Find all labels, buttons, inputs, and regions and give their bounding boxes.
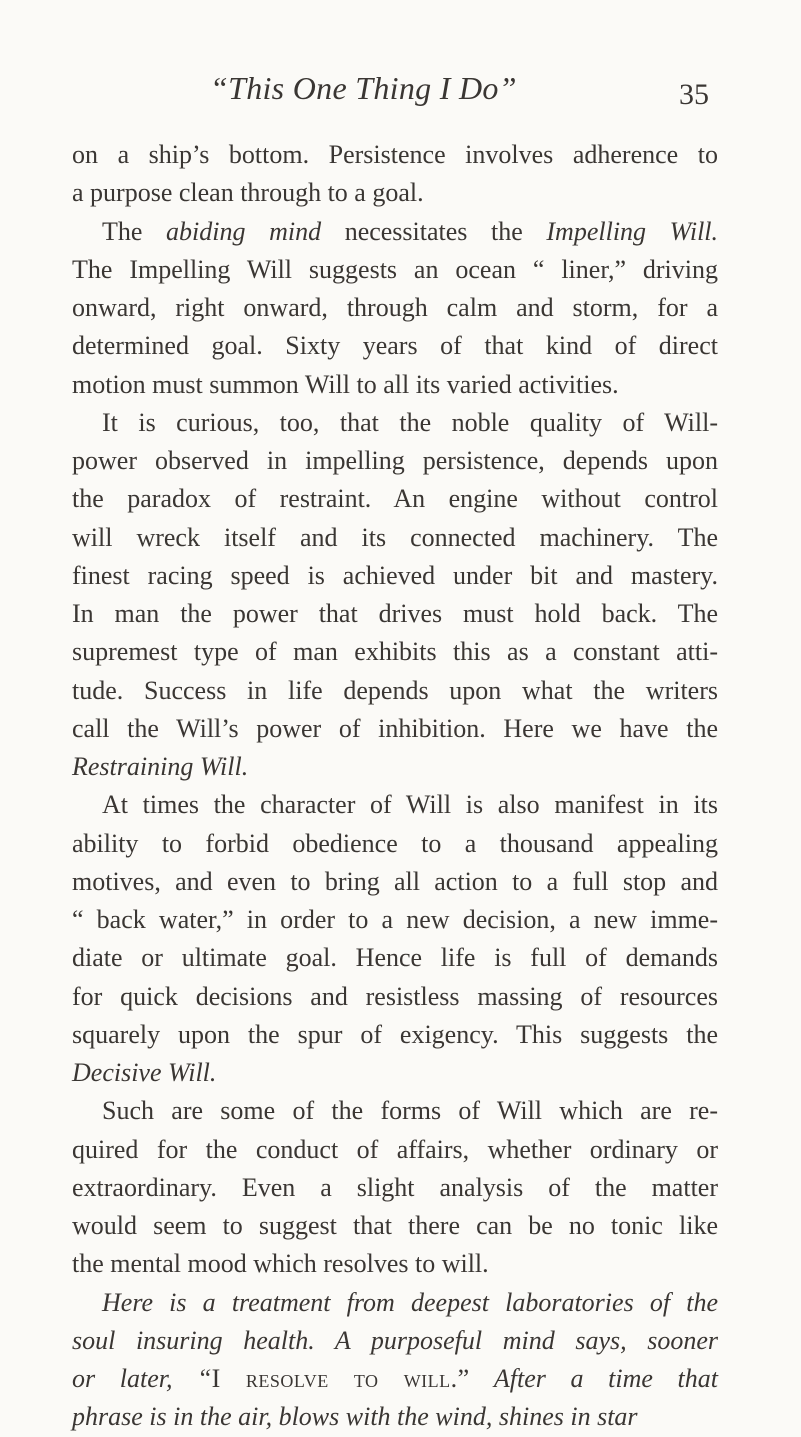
text-line: soul insuring health. A purposeful mind says, sooner bbox=[72, 1325, 718, 1355]
text-line: will wreck itself and its connected machinery. The bbox=[72, 522, 718, 552]
text-line: ability to forbid obedience to a thousand appealing bbox=[72, 828, 718, 858]
text-run: necessitates the bbox=[344, 216, 523, 246]
text-line: The Impelling Will suggests an ocean “ liner,” driving bbox=[72, 254, 718, 284]
text-line: In man the power that drives must hold back. The bbox=[72, 599, 718, 628]
small-caps-quote: I resolve to will. bbox=[211, 1364, 458, 1393]
emphasis-impelling-will: Impelling Will. bbox=[546, 216, 719, 246]
text-line: At times the character of Will is also manifest in its bbox=[102, 790, 718, 820]
text-line bbox=[72, 213, 718, 251]
text-line: It is curious, too, that the noble quality of Will- bbox=[102, 407, 718, 437]
text-line: determined goal. Sixty years of that kind of direct bbox=[72, 331, 718, 361]
text-line: tude. Success in life depends upon what the writers bbox=[72, 675, 718, 705]
text-line: extraordinary. Even a slight analysis of the matter bbox=[72, 1172, 718, 1202]
text-line: a purpose clean through to a goal. bbox=[72, 178, 424, 208]
page-number: 35 bbox=[679, 78, 709, 111]
text-line: would seem to suggest that there can be no tonic like bbox=[72, 1211, 718, 1240]
text-line: onward, right onward, through calm and storm, for a bbox=[72, 293, 718, 322]
text-line: Here is a treatment from deepest laboratories of the bbox=[102, 1287, 718, 1317]
text-line: for quick decisions and resistless massing of resources bbox=[72, 981, 718, 1011]
text-line: motives, and even to bring all action to a full stop and bbox=[72, 866, 718, 896]
emphasis-abiding-mind: abiding mind bbox=[166, 216, 322, 246]
text-line: quired for the conduct of affairs, whether ordinary or bbox=[72, 1134, 718, 1164]
text-line bbox=[72, 1360, 718, 1398]
text-line: motion must summon Will to all its varied activities. bbox=[72, 369, 619, 399]
text-line: the mental mood which resolves to will. bbox=[72, 1249, 489, 1279]
text-line: on a ship’s bottom. Persistence involves adherence to bbox=[72, 140, 718, 169]
text-line: diate or ultimate goal. Hence life is full of demands bbox=[72, 943, 718, 973]
text-line: finest racing speed is achieved under bit and mastery. bbox=[72, 560, 718, 590]
running-head: “This One Thing I Do” bbox=[210, 70, 517, 106]
text-line: Such are some of the forms of Will which are re- bbox=[102, 1096, 718, 1126]
text-line: call the Will’s power of inhibition. Here we have the bbox=[72, 713, 718, 743]
text-line: the paradox of restraint. An engine without control bbox=[72, 484, 718, 514]
page-header bbox=[0, 62, 801, 122]
text-run: ” bbox=[457, 1364, 470, 1393]
text-line: power observed in impelling persistence, depends upon bbox=[72, 446, 718, 475]
text-run: After a time that bbox=[493, 1364, 719, 1393]
emphasis-restraining-will: Restraining Will. bbox=[72, 752, 249, 781]
body-text bbox=[72, 136, 718, 1437]
emphasis-decisive-will: Decisive Will. bbox=[72, 1058, 217, 1087]
text-line: supremest type of man exhibits this as a constant atti- bbox=[72, 637, 718, 667]
text-run: The bbox=[102, 216, 143, 246]
text-line: phrase is in the air, blows with the wind, shines in star bbox=[72, 1402, 638, 1432]
text-run: or later, “ bbox=[72, 1364, 212, 1393]
text-line: squarely upon the spur of exigency. This suggests the bbox=[72, 1019, 718, 1049]
text-line: “ back water,” in order to a new decision, a new imme- bbox=[72, 905, 718, 934]
